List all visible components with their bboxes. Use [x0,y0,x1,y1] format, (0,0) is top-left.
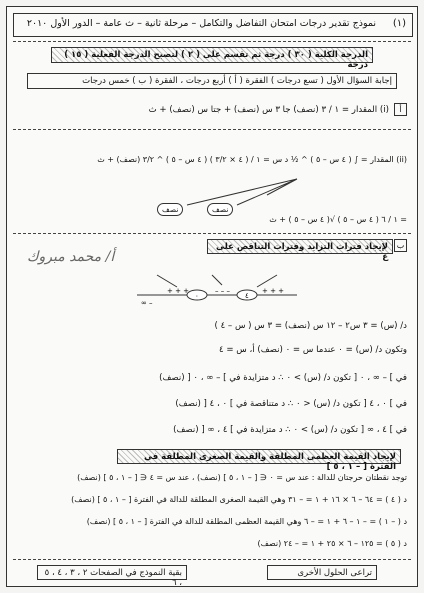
svg-text:٠: ٠ [195,292,199,300]
part-a-i: (i) المقدار = ١ / ٣ (نصف) جا ٣ س (نصف) + جتا س (نصف) + ث [148,105,389,115]
interval-line-1: في ] – ∞ ، ٠ [ تكون د/ (س) > ٠ ∴ د متزايدة في ] – ∞ ، ٠ [ (نصف) [159,373,407,383]
svg-text:٤: ٤ [245,292,249,300]
svg-text:– – –: – – – [215,287,230,295]
footer-note: تراعى الحلول الأخرى [267,565,377,580]
part-a-ii: (ii) المقدار = ∫ ( ٤ س – ٥ ) ^ ½ د س = ١ / ( ٤ × ٣/٢ ) ( ٤ س – ٥ ) ^ ٣/٢ (نصف) + ث [97,155,407,164]
part-c-title: لإيجاد القيمة العظمى المطلقة والقيمة الصغرى المطلقة في الفترة [ – ١ ، ٥ ] [117,449,401,464]
interval-line-2: في ] ٠ ، ٤ [ تكون د/ (س) < ٠ ∴ د متناقصة في ] ٠ ، ٤ [ (نصف) [175,399,407,409]
derivative-line: د/ (س) = ٣ س٢ – ١٢ س (نصف) = ٣ س ( س – ٤ ) [214,321,407,331]
part-b-label: ب [394,239,407,252]
grade-note: الدرجة الكلية ( ٣٠ ) درجة ثم تقسم على ( ٢ ) لتصبح الدرجة الفعلية ( ١٥ ) درجة [51,47,373,63]
sign-number-line [127,265,307,315]
maximum-line: د ( – ١ ) = – ١ – ٦ + ١ = – ٦ وهي القيمة العظمى المطلقة للدالة في الفترة [ – ١ ، ٥ ] (نصف) [86,517,407,526]
page-title: نموذج تقدير درجات امتحان التفاضل والتكامل – مرحلة ثانية – ث عامة – الدور الأول ٢٠١٠ [26,18,376,29]
page-number: (١) [392,18,406,29]
svg-text:+ + +: + + + [167,287,190,295]
part-b-title: لإيجاد فترات التزايد وفترات التناقص على ع [207,239,393,254]
footer-continued: بقية النموذج في الصفحات ٢ ، ٣ ، ٤ ، ٥ ، ٦ [37,565,187,580]
part-a-label: أ [394,103,407,116]
roots-line: وتكون د/ (س) = ٠ عندما س = ٠ (نصف) أ، س = ٤ [218,345,407,355]
minimum-line: د ( ٤ ) = ٦٤ – ٦ × ١٦ + ١ = – ٣١ وهي القيمة الصغرى المطلقة للدالة في الفترة [ – ١ ، ٥ ] (نصف) [71,495,407,504]
half-badge: نصف [207,203,233,216]
divider [13,129,411,130]
part-a-ii-result: = ١ / ٦ ( ٤ س – ٥ ) √( ٤ س – ٥ ) + ث [269,215,407,224]
answer-sheet-page [6,6,418,587]
divider [13,559,411,560]
divider [13,233,411,234]
interval-line-3: في ] ٤ ، ∞ [ تكون د/ (س) > ٠ ∴ د متزايدة في ] ٤ ، ∞ [ (نصف) [173,425,407,435]
half-badge: نصف [157,203,183,216]
svg-text:∞ –: ∞ – [141,299,153,307]
handwritten-signature: أ/ محمد مبروك [27,249,115,265]
header-bar [13,13,413,37]
endpoint-line: د ( ٥ ) = ١٢٥ – ٦ × ٢٥ + ١ = – ٢٤ (نصف) [257,539,407,548]
svg-text:+ + +: + + + [262,287,285,295]
critical-points-line: توجد نقطتان حرجتان للدالة : عند س = ٠ ∈ [ – ١ ، ٥ ] (نصف) ، عند س = ٤ ∈ [ – ١ ، ٥ ] (نصف) [77,473,407,482]
answer-guide-box: إجابة السؤال الأول ( تسع درجات ) الفقرة ( أ ) أربع درجات ، الفقرة ( ب ) خمس درجات [27,73,397,89]
divider [13,41,411,42]
